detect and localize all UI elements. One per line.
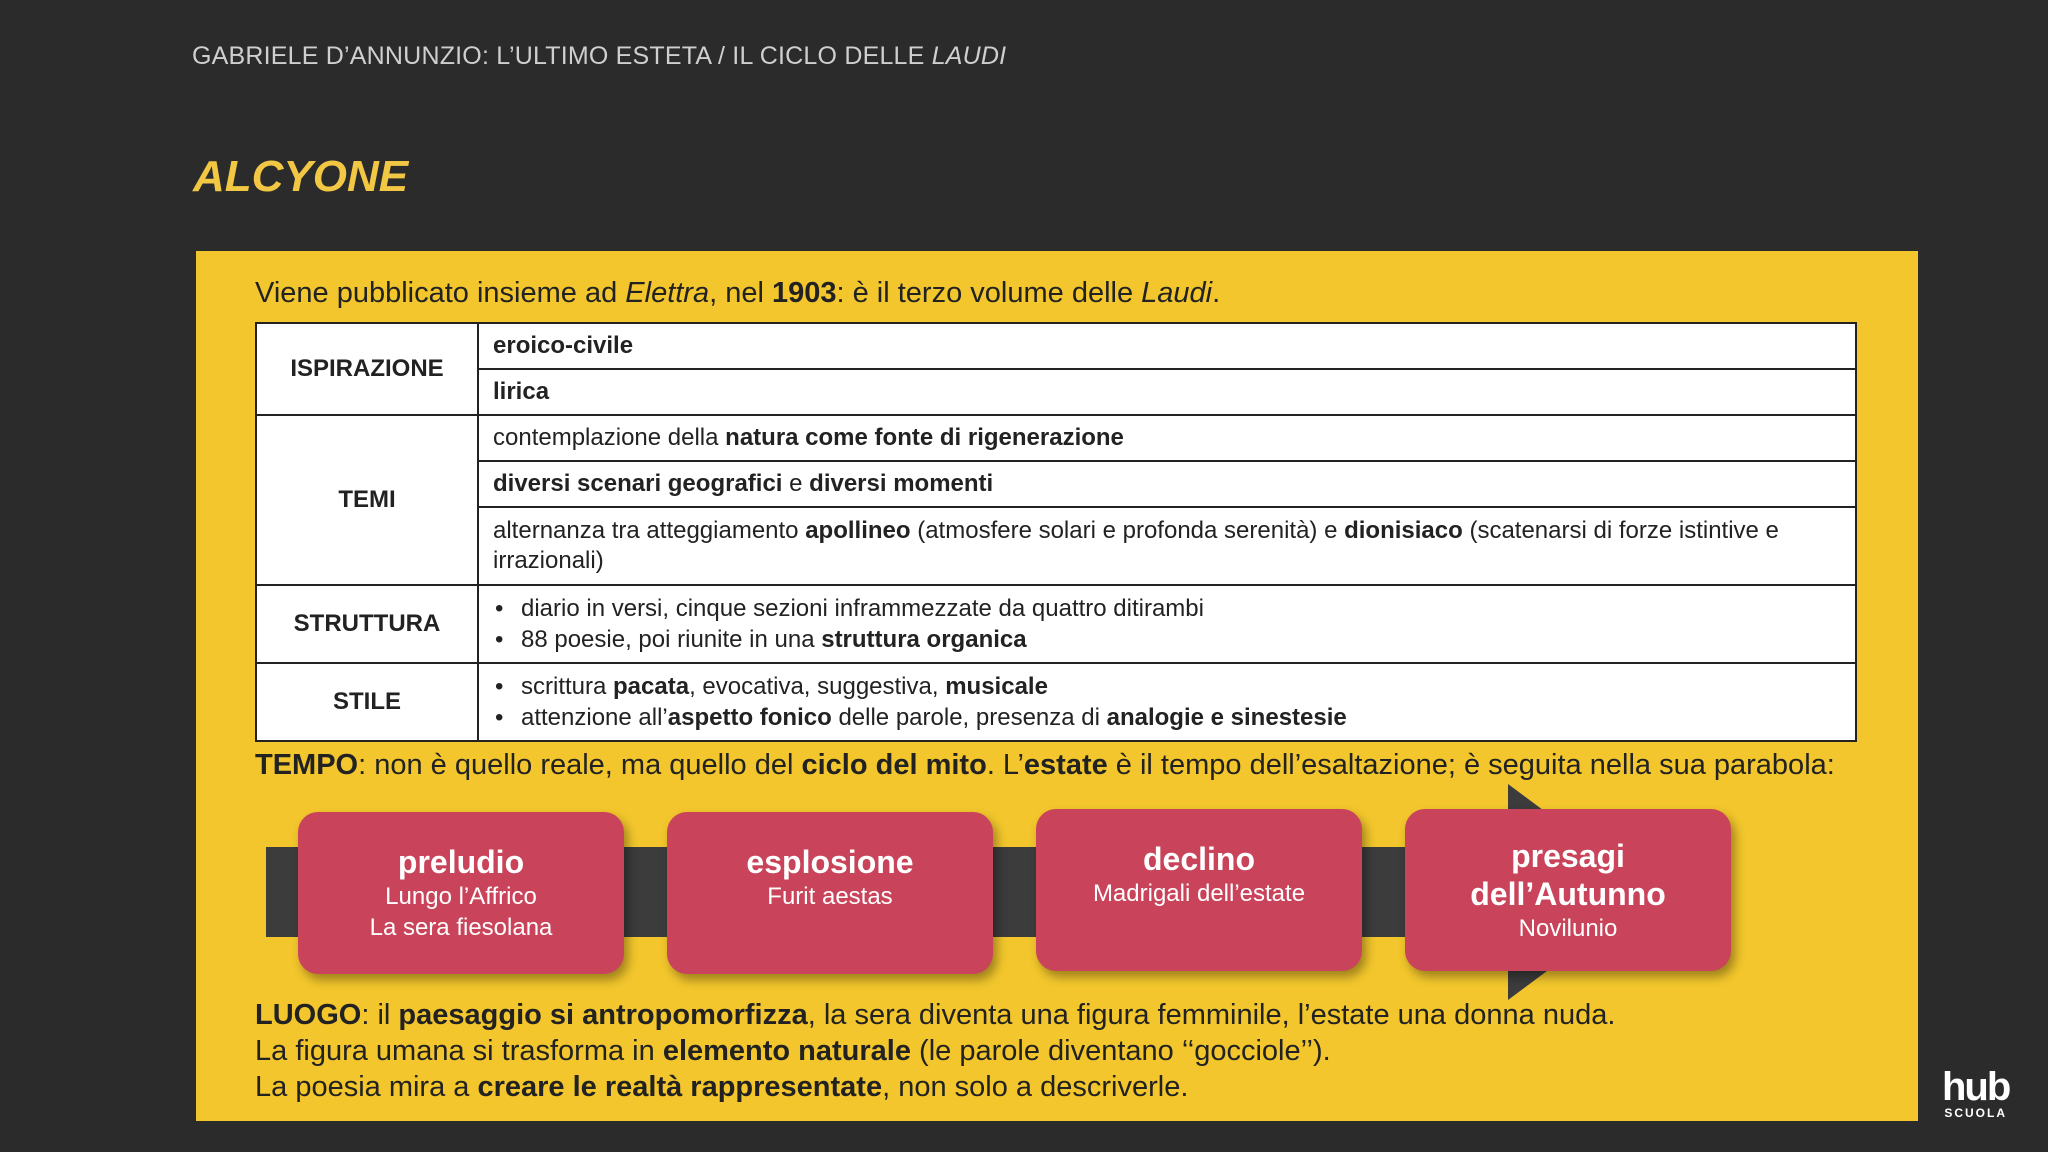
intro-laudi: Laudi xyxy=(1141,277,1213,309)
step-title: presagi dell’Autunno xyxy=(1470,837,1666,912)
luogo-line xyxy=(255,1033,1615,1069)
cell-text: e xyxy=(782,470,810,497)
category-stile: STILE xyxy=(256,663,478,741)
step-spacer xyxy=(1036,909,1362,940)
cell-text: eroico-civile xyxy=(493,332,634,359)
tempo-text: ciclo del mito xyxy=(801,749,987,781)
step-title: esplosione xyxy=(746,844,914,880)
flow-step-declino xyxy=(1036,809,1362,971)
cell-text: delle parole, presenza di xyxy=(831,704,1107,731)
flow-step-esplosione xyxy=(667,812,993,974)
luogo-paragraph xyxy=(255,997,1615,1105)
cell-text: struttura organica xyxy=(821,626,1027,653)
luogo-text: : il xyxy=(361,999,399,1031)
cell-text: lirica xyxy=(493,378,550,405)
intro-text: Viene pubblicato insieme ad xyxy=(255,277,626,309)
luogo-text: , la sera diventa una figura femminile, l’estate una donna nuda. xyxy=(807,999,1616,1031)
flow-step-presagi xyxy=(1405,809,1731,971)
cell-text: natura come fonte di rigenerazione xyxy=(725,424,1124,451)
step-title: preludio xyxy=(397,844,525,880)
step-line: Lungo l’Affrico xyxy=(385,883,537,910)
step-line: Madrigali dell’estate xyxy=(1092,880,1306,907)
page-title: ALCYONE xyxy=(193,152,409,201)
tempo-text: estate xyxy=(1023,749,1108,781)
cell-text: scrittura xyxy=(521,673,614,700)
tempo-text: . L’ xyxy=(986,749,1024,781)
cell-text: analogie e sinestesie xyxy=(1106,704,1347,731)
luogo-text: La poesia mira a xyxy=(255,1071,478,1103)
cell-text: diversi momenti xyxy=(809,470,994,497)
header-italic: LAUDI xyxy=(931,42,1007,70)
cell-text: musicale xyxy=(945,673,1048,700)
luogo-text: paesaggio si antropomorfizza xyxy=(398,999,808,1031)
cell-text: diversi scenari geografici xyxy=(493,470,783,497)
step-title: declino xyxy=(1142,841,1255,877)
tempo-text: : non è quello reale, ma quello del xyxy=(358,749,802,781)
header-text: GABRIELE D’ANNUNZIO: L’ULTIMO ESTETA / IL CICLO DELLE xyxy=(192,42,932,70)
luogo-label: LUOGO xyxy=(255,999,362,1031)
tempo-text: è il tempo dell’esaltazione; è seguita nella sua parabola: xyxy=(1107,749,1835,781)
category-ispirazione: ISPIRAZIONE xyxy=(256,323,478,415)
intro-elettra: Elettra xyxy=(625,277,710,309)
cell-text: aspetto fonico xyxy=(667,704,832,731)
logo-text: hub xyxy=(1942,1065,2010,1109)
cell-text: contemplazione della xyxy=(493,424,726,451)
cell-text: (scatenarsi di forze istintive e irrazionali) xyxy=(493,517,1779,574)
cycle-flow xyxy=(196,251,1918,1121)
cell-text: diario in versi, cinque sezioni inframmezzate da quattro ditirambi xyxy=(521,595,1204,622)
cell-text: apollineo xyxy=(805,517,911,544)
header-breadcrumb xyxy=(192,42,1006,71)
step-line: Novilunio xyxy=(1518,914,1618,942)
luogo-text: creare le realtà rappresentate xyxy=(477,1071,883,1103)
step-line: La sera fiesolana xyxy=(369,914,553,941)
cell-text: 88 poesie, poi riunite in una xyxy=(521,626,822,653)
luogo-text: , non solo a descriverle. xyxy=(882,1071,1189,1103)
cell-text: attenzione all’ xyxy=(521,704,668,731)
hub-scuola-logo xyxy=(1942,1065,2010,1120)
step-line: Furit aestas xyxy=(767,883,893,910)
luogo-line xyxy=(255,997,1615,1033)
intro-text: : è il terzo volume delle xyxy=(836,277,1142,309)
luogo-line xyxy=(255,1069,1615,1105)
flow-step-preludio xyxy=(298,812,624,974)
cell-text: dionisiaco xyxy=(1344,517,1463,544)
cell-text: , evocativa, suggestiva, xyxy=(689,673,946,700)
luogo-text: (le parole diventano ‘‘gocciole’’). xyxy=(911,1035,1331,1067)
intro-text: . xyxy=(1212,277,1221,309)
luogo-text: elemento naturale xyxy=(662,1035,911,1067)
intro-text: , nel xyxy=(709,277,772,309)
category-struttura: STRUTTURA xyxy=(256,585,478,663)
logo-subtext: SCUOLA xyxy=(1944,1106,2007,1120)
cell-text: alternanza tra atteggiamento xyxy=(493,517,806,544)
category-temi: TEMI xyxy=(256,415,478,585)
cell-text: (atmosfere solari e profonda serenità) e xyxy=(910,517,1345,544)
step-spacer xyxy=(667,912,993,943)
luogo-text: La figura umana si trasforma in xyxy=(255,1035,663,1067)
content-panel xyxy=(196,251,1918,1121)
tempo-label: TEMPO xyxy=(255,749,359,781)
intro-year: 1903 xyxy=(771,277,837,309)
cell-text: pacata xyxy=(613,673,690,700)
